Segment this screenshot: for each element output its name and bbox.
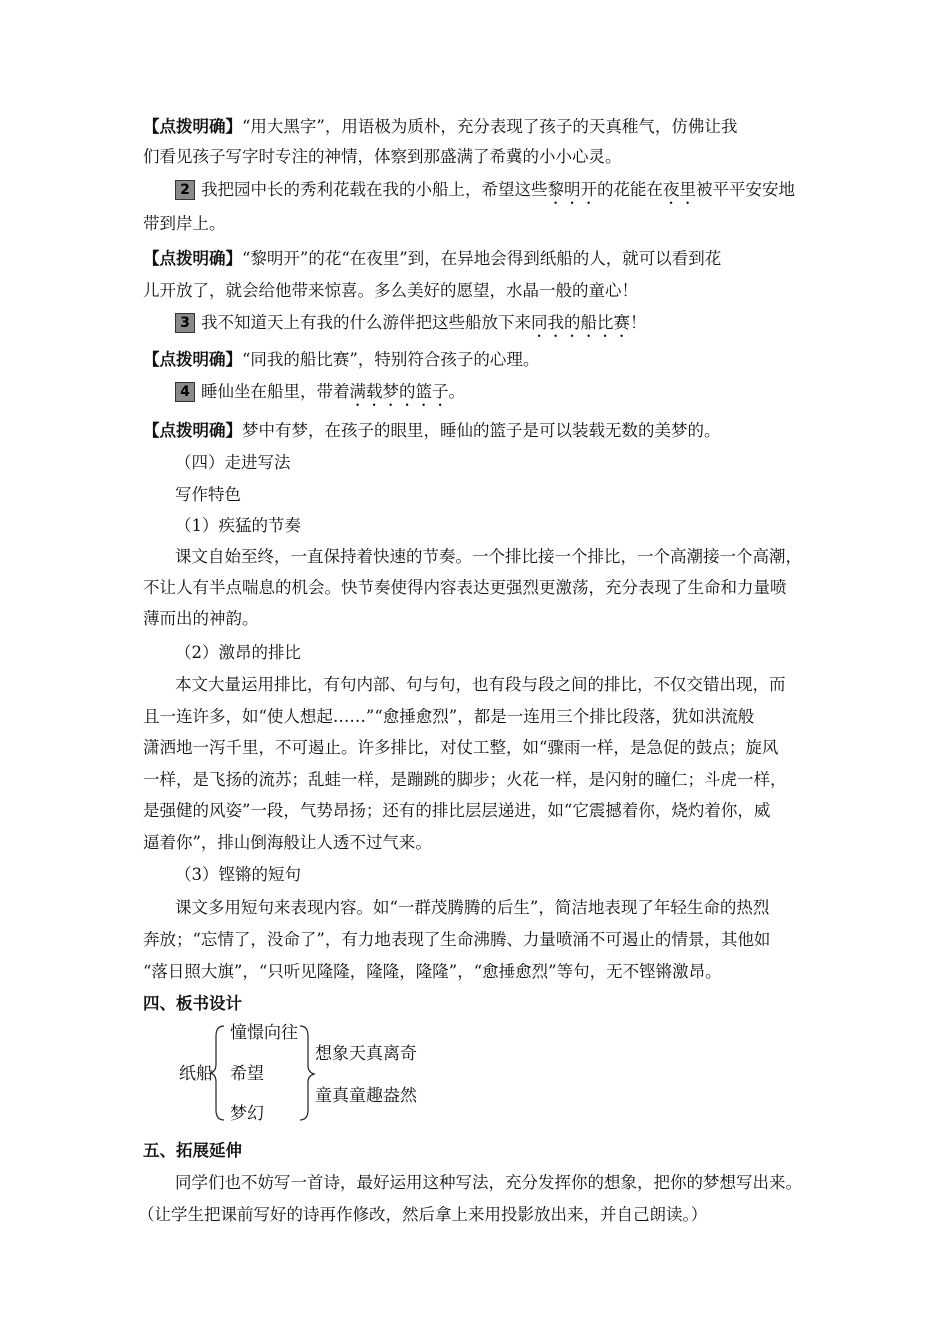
line-text: 本文大量运用排比，有句内部、句与句，也有段与段之间的排比，不仅交错出现，而 <box>175 675 786 694</box>
hint-tag: 【点拨明确】 <box>143 421 242 440</box>
quote-text: 。 <box>448 382 465 401</box>
item-number-badge: 3 <box>175 313 195 333</box>
line-text: 同学们也不妨写一首诗，最好运用这种写法，充分发挥你的想象，把你的梦想写出来。 <box>175 1173 802 1192</box>
item-number-badge: 4 <box>175 382 195 402</box>
emphasized-text: 夜里 <box>663 180 696 199</box>
hint-tag: 【点拨明确】 <box>143 350 242 369</box>
paragraph-line <box>175 1172 802 1194</box>
line-text: 潇洒地一泻千里，不可遏止。许多排比，对仗工整，如“骤雨一样，是急促的鼓点；旋风 <box>143 738 779 757</box>
line-text: （1）疾猛的节奏 <box>175 516 301 535</box>
board-result: 童真童趣盎然 <box>315 1086 417 1106</box>
emphasized-text: 黎明开 <box>547 180 597 199</box>
item-number-badge: 2 <box>175 180 195 200</box>
line-text: 不让人有半点喘息的机会。快节奏使得内容表达更强烈更激荡，充分表现了生命和力量喷 <box>143 578 787 597</box>
line-text: 们看见孩子写字时专注的神情，体察到那盛满了希冀的小小心灵。 <box>143 147 622 166</box>
hint-tag: 【点拨明确】 <box>143 117 242 136</box>
line-text: 一样，是飞扬的流苏；乱蛙一样，是蹦跳的脚步；火花一样，是闪射的瞳仁；斗虎一样， <box>143 770 787 789</box>
line-text: 逼着你”，排山倒海般让人透不过气来。 <box>143 833 432 852</box>
emphasized-text: 同我的船比赛 <box>531 313 630 332</box>
line-text: “落日照大旗”，“只听见隆隆，隆隆，隆隆”，“愈捶愈烈”等句，无不铿锵激昂。 <box>143 962 722 981</box>
line-text: 是强健的风姿”一段，气势昂扬；还有的排比层层递进，如“它震撼着你，烧灼着你，威 <box>143 801 771 820</box>
board-item: 憧憬向往 <box>230 1023 298 1043</box>
line-text: 且一连许多，如“使人想起……”“愈捶愈烈”，都是一连用三个排比段落，犹如洪流般 <box>143 707 755 726</box>
line-text: （四）走进写法 <box>175 453 291 472</box>
line-text: 带到岸上。 <box>143 214 226 233</box>
line-text: 课文自始至终，一直保持着快速的节奏。一个排比接一个排比，一个高潮接一个高潮， <box>175 547 802 566</box>
line-text: 四、板书设计 <box>143 994 242 1013</box>
line-text: 儿开放了，就会给他带来惊喜。多么美好的愿望，水晶一般的童心！ <box>143 281 638 300</box>
line-text: 课文多用短句来表现内容。如“一群茂腾腾的后生”，简洁地表现了年轻生命的热烈 <box>175 898 770 917</box>
section-heading-extension <box>143 1140 242 1162</box>
quote-text: 我把园中长的秀利花载在我的小船上，希望这些 <box>201 180 548 199</box>
line-text: （2）激昂的排比 <box>175 643 301 662</box>
board-item: 希望 <box>230 1064 264 1084</box>
paragraph-line <box>138 1204 707 1226</box>
hint-text: “黎明开”的花“在夜里”到，在异地会得到纸船的人，就可以看到花 <box>242 249 722 268</box>
line-text: 五、拓展延伸 <box>143 1141 242 1160</box>
quote-text: ！ <box>630 313 647 332</box>
hint-text: 梦中有梦，在孩子的眼里，睡仙的篮子是可以装载无数的美梦的。 <box>242 421 721 440</box>
line-text: 奔放；“忘情了，没命了”，有力地表现了生命沸腾、力量喷涌不可遏止的情景，其他如 <box>143 930 771 949</box>
board-root: 纸船 <box>179 1064 213 1084</box>
line-text: （3）铿锵的短句 <box>175 865 301 884</box>
quote-text: 我不知道天上有我的什么游伴把这些船放下来 <box>201 313 531 332</box>
hint-text: “用大黑字”，用语极为质朴，充分表现了孩子的天真稚气，仿佛让我 <box>242 117 738 136</box>
board-result: 想象天真离奇 <box>315 1044 417 1064</box>
line-text: （让学生把课前写好的诗再作修改，然后拿上来用投影放出来，并自己朗读。） <box>138 1205 708 1224</box>
quote-text: 的花能在 <box>597 180 663 199</box>
board-item: 梦幻 <box>230 1104 264 1124</box>
line-text: 薄而出的神韵。 <box>143 609 259 628</box>
quote-text: 被平平安安地 <box>696 180 795 199</box>
line-text: 写作特色 <box>175 485 241 504</box>
hint-tag: 【点拨明确】 <box>143 249 242 268</box>
hint-text: “同我的船比赛”，特别符合孩子的心理。 <box>242 350 540 369</box>
emphasized-text: 满载梦的篮子 <box>349 382 449 401</box>
quote-text: 睡仙坐在船里，带着 <box>201 382 350 401</box>
